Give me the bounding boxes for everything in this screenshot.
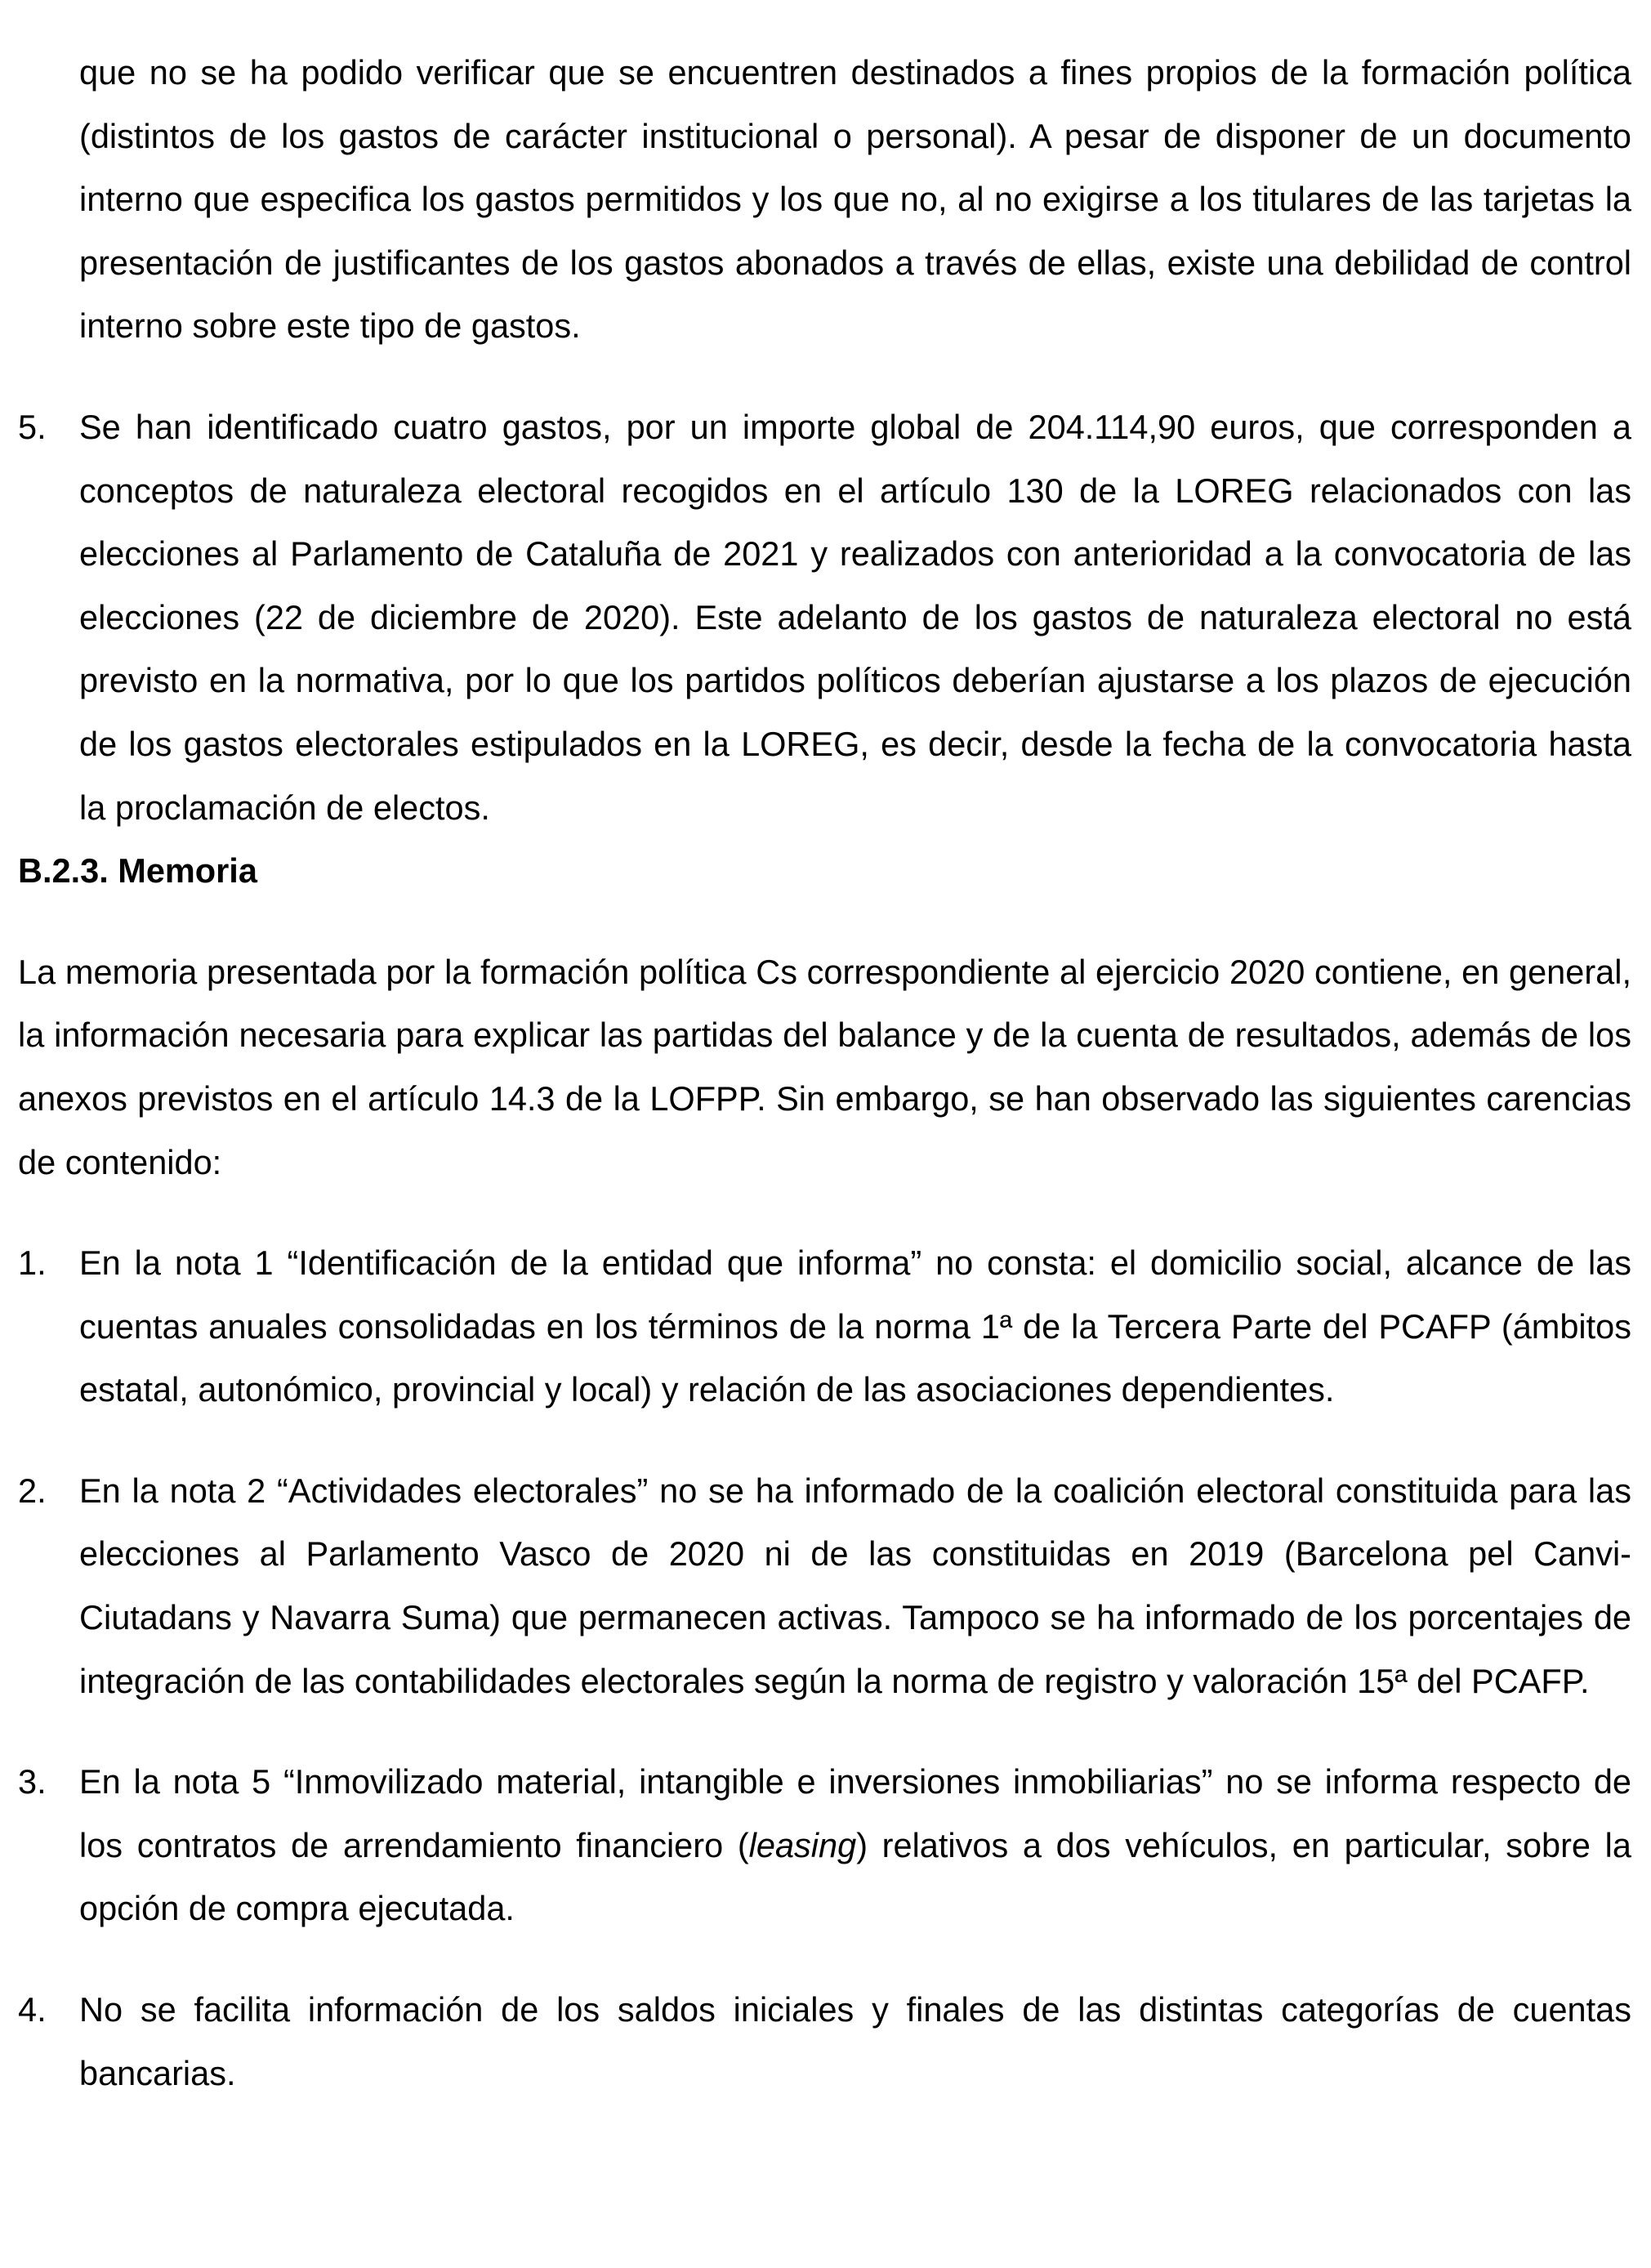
italic-term: leasing xyxy=(748,1825,857,1864)
memoria-item-3 xyxy=(18,1750,1631,1940)
list-item-text: Se han identificado cuatro gastos, por un importe global de 204.114,90 euros, que corresponden a conceptos de naturaleza electoral recogidos en el artículo 130 de la LOREG relacionados con las elecciones al Parlamento de Cataluña de 2021 y realizados con anterioridad a la convocatoria de las elecciones (22 de diciembre de 2020). Este adelanto de los gastos de naturaleza electoral no está previsto en la normativa, por lo que los partidos políticos deberían ajustarse a los plazos de ejecución de los gastos electorales estipulados en la LOREG, es decir, desde la fecha de la convocatoria hasta la proclamación de electos. xyxy=(79,407,1631,827)
memoria-item-4 xyxy=(18,1978,1631,2105)
text-segment: En la nota 5 “Inmovilizado material, intangible e inversiones inmobiliarias” no se informa respecto de los contratos de arrendamiento financiero ( xyxy=(79,1762,1631,1864)
list-item-text: No se facilita información de los saldos iniciales y finales de las distintas categorías de cuentas bancarias. xyxy=(79,1990,1631,2092)
list-number: 2. xyxy=(18,1471,47,1510)
list-number: 5. xyxy=(18,407,47,446)
text-segment: ) relativos a dos vehículos, en particular, sobre la opción de compra ejecutada. xyxy=(79,1825,1631,1928)
list-item-5 xyxy=(18,395,1631,839)
list-number: 4. xyxy=(18,1990,47,2029)
list-number: 1. xyxy=(18,1243,47,1283)
continuation-paragraph: que no se ha podido verificar que se encuentren destinados a fines propios de la formación política (distintos de los gastos de carácter institucional o personal). A pesar de disponer de un documento interno que especifica los gastos permitidos y los que no, al no exigirse a los titulares de las tarjetas la presentación de justificantes de los gastos abonados a través de ellas, existe una debilidad de control interno sobre este tipo de gastos. xyxy=(79,53,1631,346)
memoria-item-1 xyxy=(18,1231,1631,1422)
list-number: 3. xyxy=(18,1762,47,1801)
section-heading: B.2.3. Memoria xyxy=(18,851,257,891)
memoria-item-2 xyxy=(18,1459,1631,1712)
list-item-text: En la nota 1 “Identificación de la entidad que informa” no consta: el domicilio social, alcance de las cuentas anuales consolidadas en los términos de la norma 1ª de la Tercera Parte del PCAFP (ámbitos estatal, autonómico, provincial y local) y relación de las asociaciones dependientes. xyxy=(79,1243,1631,1409)
list-item-text: En la nota 2 “Actividades electorales” no se ha informado de la coalición electoral constituida para las elecciones al Parlamento Vasco de 2020 ni de las constituidas en 2019 (Barcelona pel Canvi-Ciutadans y Navarra Suma) que permanecen activas. Tampoco se ha informado de los porcentajes de integración de las contabilidades electorales según la norma de registro y valoración 15ª del PCAFP. xyxy=(79,1471,1631,1700)
document-body xyxy=(18,41,1631,2105)
list-item-text xyxy=(79,1750,1631,1940)
intro-paragraph: La memoria presentada por la formación política Cs correspondiente al ejercicio 2020 contiene, en general, la información necesaria para explicar las partidas del balance y de la cuenta de resultados, además de los anexos previstos en el artículo 14.3 de la LOFPP. Sin embargo, se han observado las siguientes carencias de contenido: xyxy=(18,952,1631,1181)
